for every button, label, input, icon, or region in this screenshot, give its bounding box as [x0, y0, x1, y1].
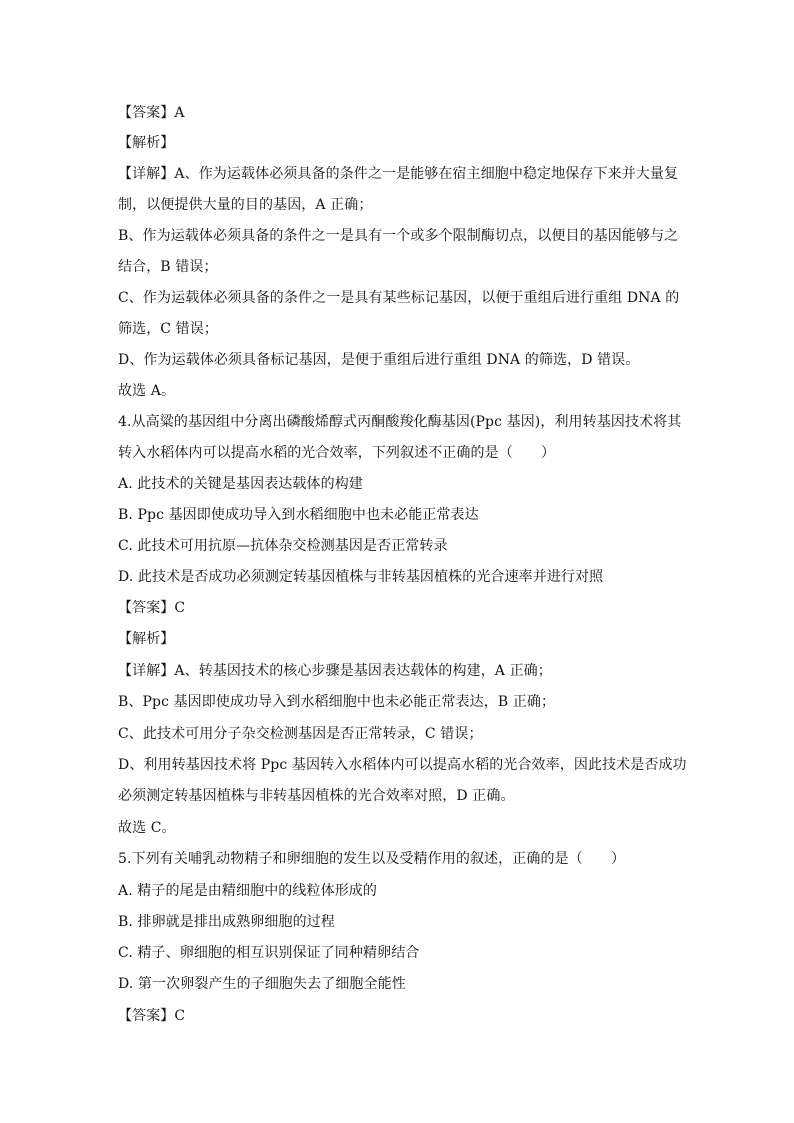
q4-option-a: A. 此技术的关键是基因表达载体的构建: [118, 476, 363, 492]
q4-option-c: C. 此技术可用抗原—抗体杂交检测基因是否正常转录: [118, 538, 448, 554]
q3-answer: 【答案】A: [118, 105, 185, 121]
q3-analysis-line: B、作为运载体必须具备的条件之一是具有一个或多个限制酶切点，以便目的基因能够与之: [118, 228, 679, 244]
q5-option-a: A. 精子的尾是由精细胞中的线粒体形成的: [118, 883, 378, 899]
q5-option-c: C. 精子、卵细胞的相互识别保证了同种精卵结合: [118, 945, 420, 961]
q5-answer: 【答案】C: [118, 1008, 186, 1024]
q4-analysis-line: B、Ppc 基因即使成功导入到水稻细胞中也未必能正常表达，B 正确；: [118, 694, 556, 710]
q4-analysis-line: C、此技术可用分子杂交检测基因是否正常转录，C 错误；: [118, 726, 483, 742]
q3-analysis-line: 【详解】A、作为运载体必须具备的条件之一是能够在宿主细胞中稳定地保存下来并大量复: [118, 166, 679, 182]
q3-analysis-line: C、作为运载体必须具备的条件之一是具有某些标记基因，以便于重组后进行重组 DNA 的: [118, 290, 680, 306]
q3-analysis-line: 故选 A。: [118, 383, 176, 399]
q4-analysis-heading: 【解析】: [118, 631, 175, 647]
q4-option-d: D. 此技术是否成功必须测定转基因植株与非转基因植株的光合速率并进行对照: [118, 569, 604, 585]
q4-answer: 【答案】C: [118, 600, 186, 616]
q5-option-d: D. 第一次卵裂产生的子细胞失去了细胞全能性: [118, 976, 406, 992]
q3-analysis-line: 结合，B 错误；: [118, 259, 218, 275]
q3-analysis-line: 筛选，C 错误；: [118, 321, 218, 337]
q3-analysis-heading: 【解析】: [118, 135, 175, 151]
q5-option-b: B. 排卵就是排出成熟卵细胞的过程: [118, 914, 335, 930]
q3-analysis-line: D、作为运载体必须具备标记基因，是便于重组后进行重组 DNA 的筛选，D 错误。: [118, 352, 640, 368]
q3-analysis-line: 制，以便提供大量的目的基因，A 正确；: [118, 197, 373, 213]
q4-analysis-line: 必须测定转基因植株与非转基因植株的光合效率对照，D 正确。: [118, 788, 515, 804]
q4-analysis-line: 【详解】A、转基因技术的核心步骤是基因表达载体的构建，A 正确；: [118, 663, 552, 679]
q4-stem: 转入水稻体内可以提高水稻的光合效率，下列叙述不正确的是（ ）: [118, 445, 556, 461]
q5-stem: 5.下列有关哺乳动物精子和卵细胞的发生以及受精作用的叙述，正确的是（ ）: [118, 851, 626, 867]
q4-option-b: B. Ppc 基因即使成功导入到水稻细胞中也未必能正常表达: [118, 507, 479, 523]
q4-stem: 4.从高粱的基因组中分离出磷酸烯醇式丙酮酸羧化酶基因(Ppc 基因)，利用转基因技术将其: [118, 414, 682, 430]
q4-analysis-line: 故选 C。: [118, 820, 176, 836]
q4-analysis-line: D、利用转基因技术将 Ppc 基因转入水稻体内可以提高水稻的光合效率，因此技术是否成功: [118, 757, 687, 773]
